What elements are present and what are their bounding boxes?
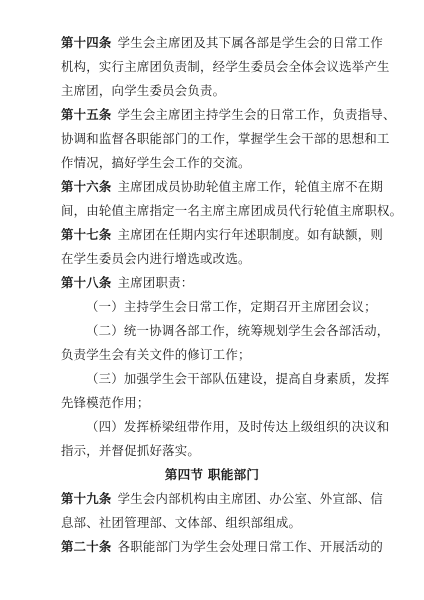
article-20-label: 第二十条 — [61, 539, 112, 554]
article-18-label: 第十八条 — [61, 275, 112, 290]
article-15-label: 第十五条 — [61, 107, 112, 122]
article-15-line-3: 作情况，搞好学生会工作的交流。 — [61, 155, 251, 170]
article-18-item-1: （一）主持学生会日常工作，定期召开主席团会议； — [86, 299, 377, 314]
article-18-item-2-line-2: 负责学生会有关文件的修订工作； — [61, 347, 251, 362]
section-4-heading: 第四节 职能部门 — [164, 467, 260, 482]
article-16-line-2: 间，由轮值主席指定一名主席主席团成员代行轮值主席职权。 — [61, 203, 403, 218]
article-14-line-2: 机构，实行主席团负责制，经学生委员会全体会议选举产生 — [61, 59, 390, 74]
article-18-text-1: 主席团职责： — [117, 275, 194, 290]
article-15-text-1: 学生会主席团主持学生会的日常工作，负责指导、 — [117, 107, 396, 122]
article-15-line-2: 协调和监督各职能部门的工作，掌握学生会干部的思想和工 — [61, 131, 390, 146]
article-17-line-2: 在学生委员会内进行增选或改选。 — [61, 251, 251, 266]
article-18-item-4-line-2: 指示，并督促抓好落实。 — [61, 443, 201, 458]
article-18-line-1 — [61, 273, 193, 293]
article-14-text-1: 学生会主席团及其下属各部是学生会的日常工作 — [117, 35, 384, 50]
article-18-item-2-line-1: （二）统一协调各部工作，统筹规划学生会各部活动， — [86, 323, 390, 338]
article-19-line-1 — [61, 489, 383, 509]
article-16-text-1: 主席团成员协助轮值主席工作，轮值主席不在期 — [117, 179, 384, 194]
article-19-text-1: 学生会内部机构由主席团、办公室、外宣部、信 — [117, 491, 384, 506]
article-19-label: 第十九条 — [61, 491, 112, 506]
article-18-item-3-line-1: （三）加强学生会干部队伍建设，提高自身素质，发挥 — [86, 371, 390, 386]
article-17-line-1 — [61, 225, 383, 245]
article-19-line-2: 息部、社团管理部、文体部、组织部组成。 — [61, 515, 302, 530]
article-18-item-3-line-2: 先锋模范作用； — [61, 395, 150, 410]
article-20-text-1: 各职能部门为学生会处理日常工作、开展活动的 — [117, 539, 384, 554]
article-16-line-1 — [61, 177, 383, 197]
article-20-line-1 — [61, 537, 383, 557]
article-17-text-1: 主席团在任期内实行年述职制度。如有缺额，则 — [117, 227, 384, 242]
article-14-label: 第十四条 — [61, 35, 112, 50]
article-17-label: 第十七条 — [61, 227, 112, 242]
article-18-item-4-line-1: （四）发挥桥梁纽带作用，及时传达上级组织的决议和 — [86, 419, 390, 434]
article-15-line-1 — [61, 105, 396, 125]
article-16-label: 第十六条 — [61, 179, 112, 194]
article-14-line-3: 主席团，向学生委员会负责。 — [61, 83, 226, 98]
article-14-line-1 — [61, 33, 383, 53]
